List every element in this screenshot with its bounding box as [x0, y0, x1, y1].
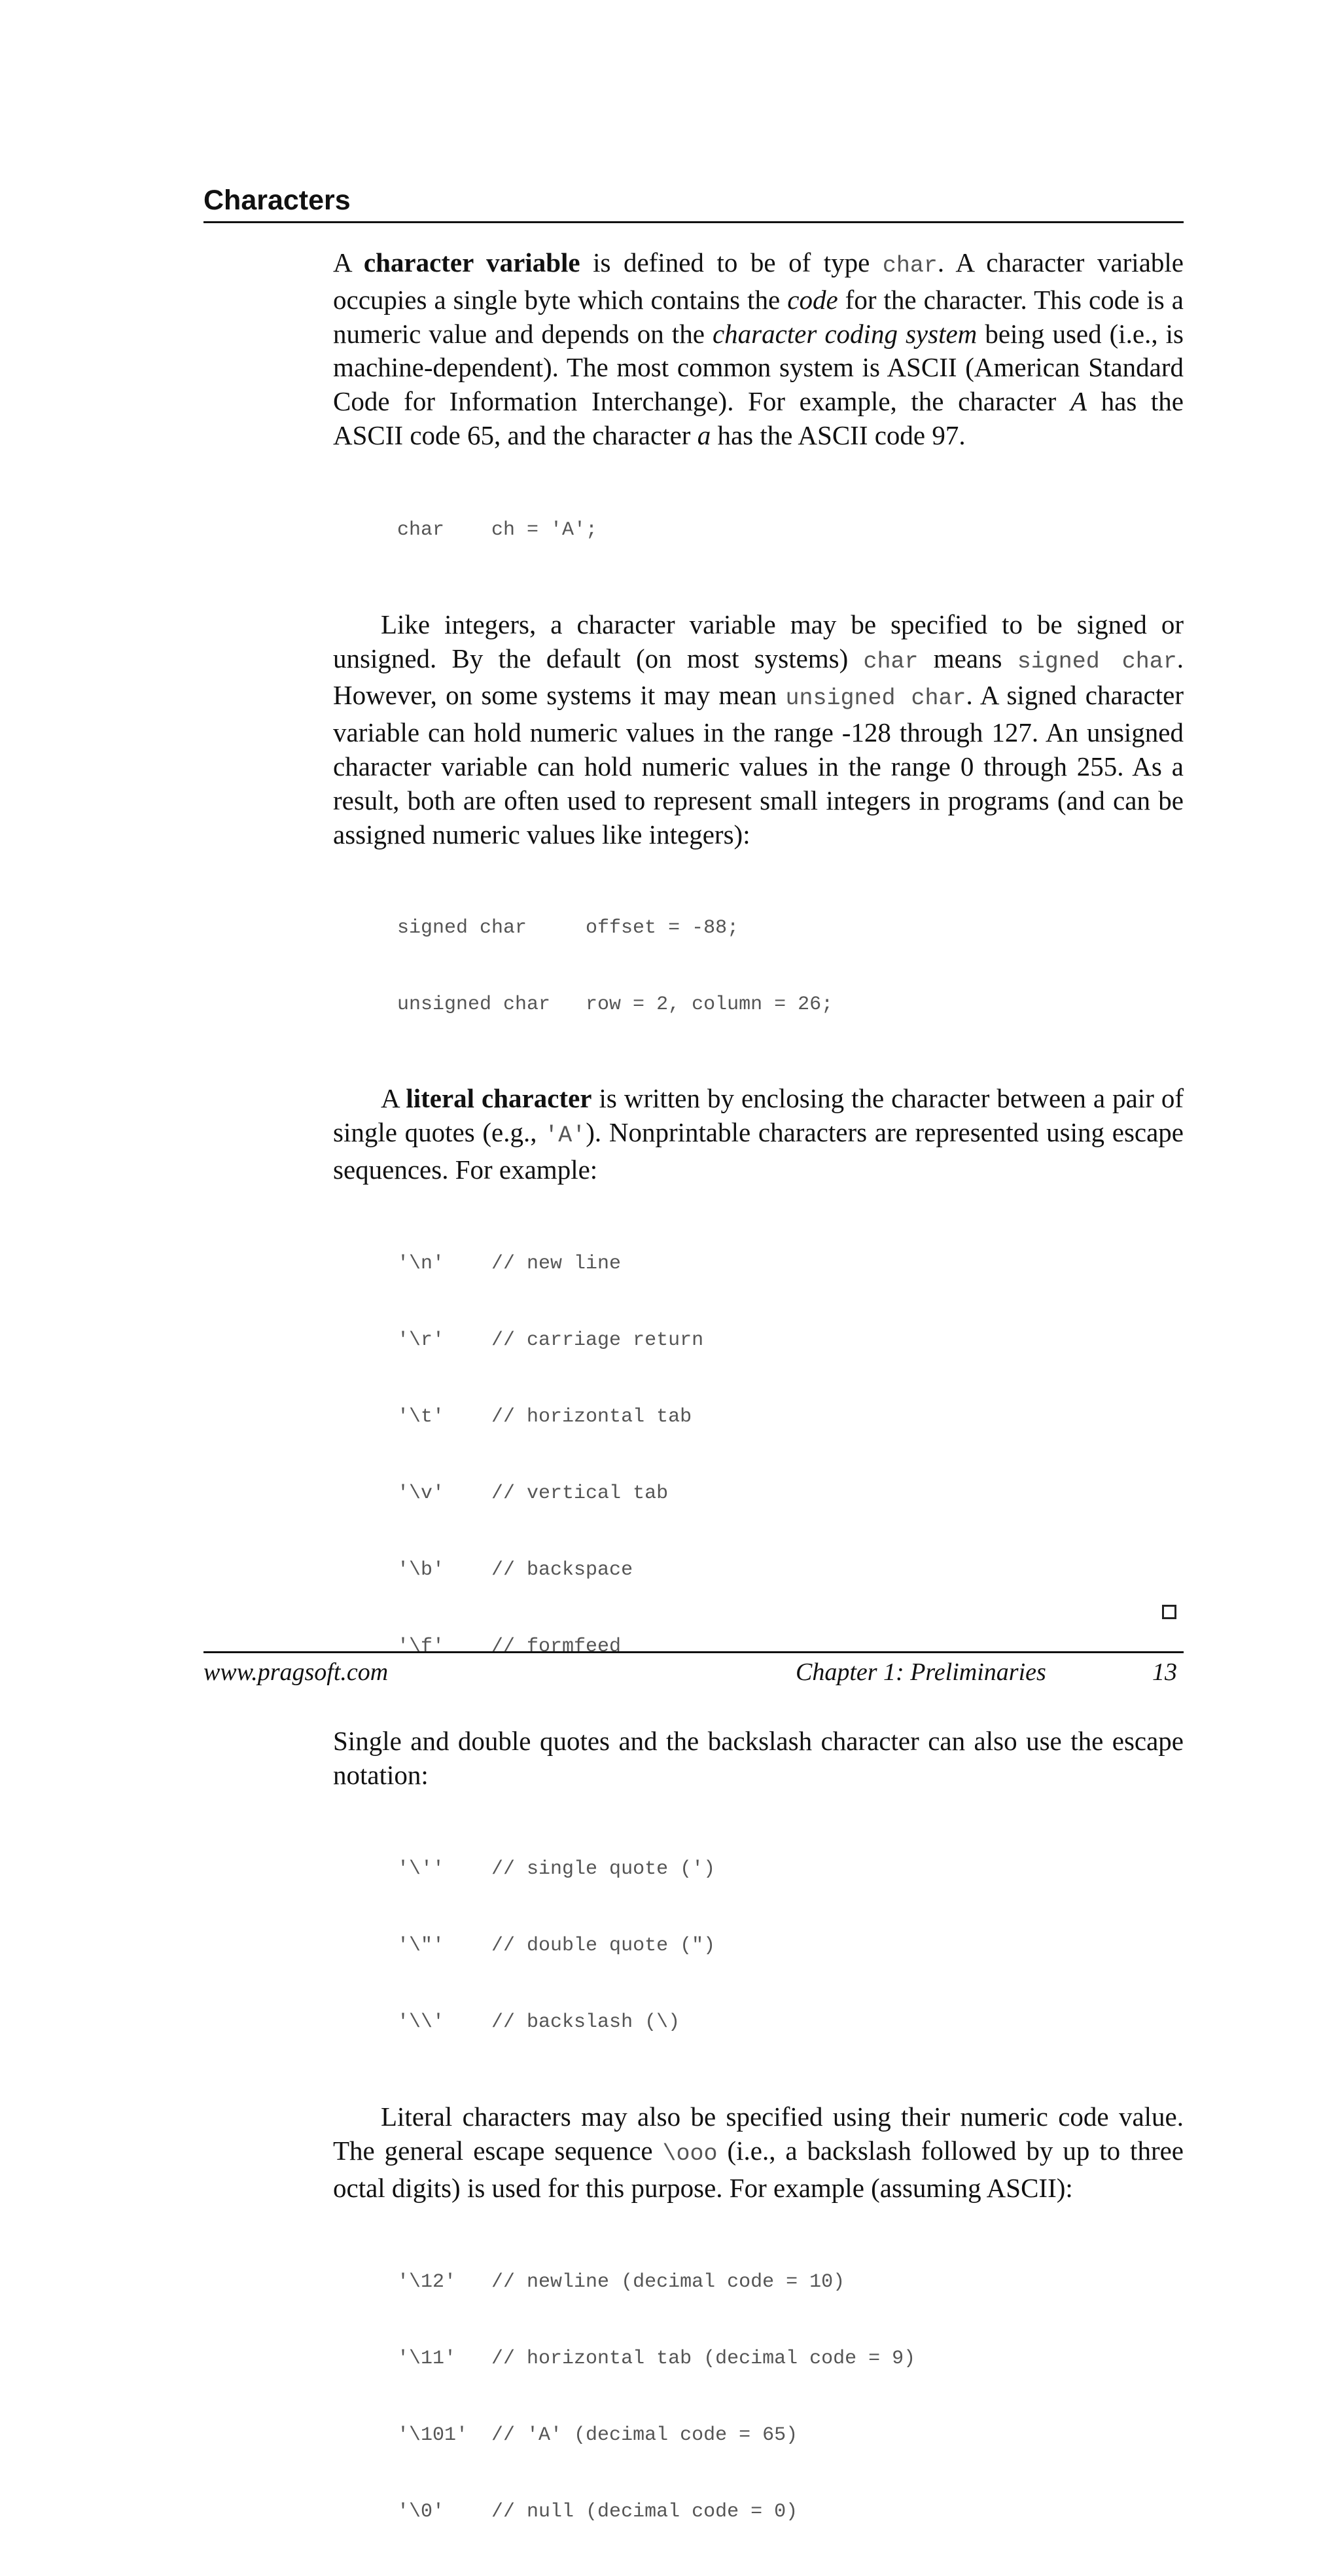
code-part: // double quote ("): [491, 1935, 716, 1958]
code-block-escape-sequences: [333, 1200, 1184, 1711]
code-line: [397, 1328, 1184, 1353]
emphasis: code: [787, 284, 838, 315]
text-run: A: [333, 247, 364, 277]
term-character-variable: character variable: [363, 247, 580, 277]
code-part: char: [397, 518, 492, 541]
code-line: [397, 1251, 1184, 1277]
code-part: // backspace: [491, 1558, 633, 1581]
code-line: [397, 992, 1184, 1018]
code-part: '\'': [397, 1858, 492, 1881]
emphasis: character coding system: [712, 318, 978, 349]
paragraph-signed-unsigned: [333, 608, 1184, 852]
inline-code: char: [863, 648, 919, 675]
code-line: [397, 2423, 1184, 2448]
code-part: // newline (decimal code = 10): [491, 2270, 845, 2293]
code-part: signed char: [397, 917, 586, 940]
code-part: // backslash (\): [491, 2011, 680, 2034]
code-part: '\n': [397, 1252, 492, 1275]
text-run: is defined to be of type: [580, 247, 883, 277]
code-part: // horizontal tab: [491, 1405, 692, 1428]
emphasis: a: [697, 420, 711, 450]
page-number: 13: [1152, 1658, 1177, 1686]
code-part: offset = -88;: [586, 917, 739, 940]
code-line: [397, 1481, 1184, 1507]
text-run: is written by enclosing the character between a pair of single quotes (e.g.,: [333, 1083, 1184, 1148]
code-part: '\\': [397, 2011, 492, 2034]
code-part: // vertical tab: [491, 1482, 669, 1505]
code-part: '\12': [397, 2270, 492, 2293]
code-part: '\11': [397, 2347, 492, 2370]
code-block-octal-escapes: [333, 2219, 1184, 2576]
code-part: '\v': [397, 1482, 492, 1505]
text-run: being used (i.e., is machine-dependent). The most common system is ASCII (American Standard Code for Information Interchange). For example, the character: [333, 318, 1184, 417]
code-line: [397, 1933, 1184, 1959]
text-run: . A character variable occupies a single byte which contains the: [333, 247, 1184, 315]
term-literal-character: literal character: [406, 1083, 592, 1114]
code-line: [397, 2499, 1184, 2525]
paragraph-numeric-code: [333, 2100, 1184, 2205]
text-run: has the ASCII code 65, and the character: [333, 386, 1184, 450]
code-part: // null (decimal code = 0): [491, 2500, 798, 2523]
code-part: // new line: [491, 1252, 622, 1275]
code-block-declaration: [333, 467, 1184, 594]
code-part: // carriage return: [491, 1329, 704, 1351]
code-part: ch = 'A';: [491, 518, 598, 541]
code-block-signed-unsigned: [333, 865, 1184, 1069]
emphasis: A: [1070, 386, 1087, 417]
text-run: Like integers, a character variable may be specified to be signed or unsigned. By the default (on most systems): [333, 609, 1184, 673]
inline-code: \ooo: [662, 2141, 718, 2168]
text-run: has the ASCII code 97.: [711, 420, 966, 450]
text-run: Single and double quotes and the backslash character can also use the escape notation:: [333, 1725, 1184, 1790]
section-heading: Characters: [203, 182, 1184, 223]
code-line: [397, 1857, 1184, 1882]
body-text: [333, 246, 1184, 2576]
code-part: '\t': [397, 1405, 492, 1428]
code-line: [397, 2270, 1184, 2295]
code-line: [397, 1634, 1184, 1660]
text-run: for the character. This code is a numeric value and depends on the: [333, 284, 1184, 349]
code-part: '\"': [397, 1935, 492, 1958]
inline-code: char: [882, 253, 938, 279]
footer-website: www.pragsoft.com: [203, 1658, 389, 1686]
text-run: means: [918, 643, 1017, 673]
paragraph-quotes-backslash: [333, 1725, 1184, 1793]
code-part: '\r': [397, 1329, 492, 1351]
code-part: '\101': [397, 2424, 492, 2446]
footer-divider: [203, 1651, 1184, 1653]
code-part: // 'A' (decimal code = 65): [491, 2424, 798, 2446]
text-run: Literal characters may also be specified using their numeric code value. The general escape sequence: [333, 2102, 1184, 2166]
code-line: [397, 1558, 1184, 1583]
code-line: [397, 518, 1184, 543]
code-part: // formfeed: [491, 1635, 622, 1658]
code-block-quote-escapes: [333, 1806, 1184, 2086]
code-part: // single quote ('): [491, 1858, 716, 1881]
end-of-section-square-icon: [1162, 1605, 1176, 1619]
text-run: . However, on some systems it may mean: [333, 643, 1184, 711]
text-run: ). Nonprintable characters are represented using escape sequences. For example:: [333, 1117, 1184, 1185]
code-part: '\f': [397, 1635, 492, 1658]
code-part: // horizontal tab (decimal code = 9): [491, 2347, 916, 2370]
code-part: unsigned char: [397, 993, 586, 1016]
code-line: [397, 916, 1184, 941]
text-run: A: [381, 1083, 406, 1114]
text-run: . A signed character variable can hold numeric values in the range -128 through 127. An unsigned character variable can hold numeric values in the range 0 through 255. As a result, both are often used to represent small integers in programs (and can be assigned numeric values like integers):: [333, 680, 1184, 850]
code-part: '\b': [397, 1558, 492, 1581]
code-part: '\0': [397, 2500, 492, 2523]
code-line: [397, 1404, 1184, 1430]
paragraph-character-variable: [333, 246, 1184, 453]
code-line: [397, 2346, 1184, 2372]
code-part: row = 2, column = 26;: [586, 993, 834, 1016]
inline-code: unsigned char: [785, 685, 966, 712]
inline-code: signed char: [1017, 648, 1177, 675]
text-run: (i.e., a backslash followed by up to three octal digits) is used for this purpose. For example (assuming ASCII):: [333, 2136, 1184, 2203]
code-line: [397, 2010, 1184, 2035]
paragraph-literal-character: [333, 1082, 1184, 1187]
inline-code: 'A': [544, 1122, 586, 1149]
footer-chapter-title: Chapter 1: Preliminaries: [796, 1658, 1046, 1686]
